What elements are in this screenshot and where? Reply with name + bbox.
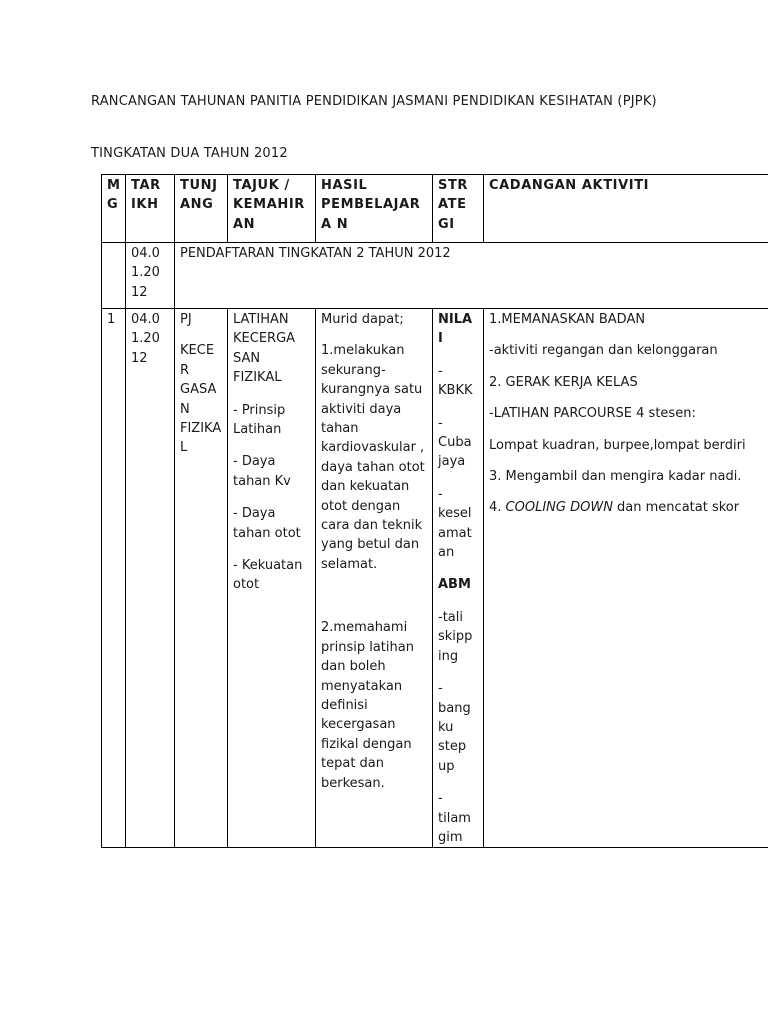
- header-strategi: STR ATE GI: [433, 175, 484, 243]
- week-1-date: 04.0 1.20 12: [126, 309, 175, 848]
- week-1-mg: 1: [102, 309, 126, 848]
- annual-plan-table: [101, 174, 768, 848]
- abm-item: - bang ku step up: [438, 681, 471, 774]
- abm-item: - tilam gim: [438, 791, 471, 845]
- activity-emphasis: COOLING DOWN: [505, 500, 613, 516]
- activity-line: [489, 498, 768, 517]
- activity-line: -aktiviti regangan dan kelonggaran: [489, 343, 718, 359]
- week-1-tunjang: [175, 309, 228, 848]
- abm-item: -tali skipp ing: [438, 609, 473, 664]
- table-header-row: [102, 175, 768, 243]
- header-mg: M G: [102, 175, 126, 243]
- nilai-item: - Cuba jaya: [438, 415, 472, 470]
- tajuk-line: - Kekuatan otot: [233, 558, 303, 593]
- document-subtitle: TINGKATAN DUA TAHUN 2012: [91, 146, 288, 161]
- registration-mg-cell: [102, 243, 126, 309]
- nilai-item: - KBKK: [438, 363, 473, 399]
- tajuk-line: - Daya tahan Kv: [233, 454, 291, 489]
- activity-line: 1.MEMANASKAN BADAN: [489, 312, 646, 327]
- hasil-line: 2.memahami prinsip latihan dan boleh menyatakan definisi kecergasan fizikal dengan tepat dan berkesan.: [321, 620, 414, 791]
- activity-text: dan mencatat skor: [612, 500, 740, 516]
- activity-line: Lompat kuadran, burpee,lompat berdiri: [489, 437, 746, 453]
- hasil-line: Murid dapat;: [321, 312, 404, 327]
- week-1-tajuk: [228, 309, 316, 848]
- week-1-cadangan: [484, 309, 768, 848]
- week-1-hasil: [316, 309, 433, 848]
- tajuk-line: - Daya tahan otot: [233, 506, 301, 541]
- activity-line: 3. Mengambil dan mengira kadar nadi.: [489, 469, 742, 485]
- header-hasil: HASIL PEMBELAJARA N: [316, 175, 433, 243]
- nilai-label: NILA I: [438, 312, 473, 347]
- week-1-strategi: [433, 309, 484, 848]
- tunjang-line: PJ: [180, 312, 192, 327]
- tajuk-line: LATIHAN KECERGA SAN FIZIKAL: [233, 312, 296, 386]
- activity-line: -LATIHAN PARCOURSE 4 stesen:: [489, 406, 696, 422]
- registration-text: PENDAFTARAN TINGKATAN 2 TAHUN 2012: [175, 243, 768, 309]
- tunjang-line: KECER GASAN FIZIKAL: [180, 343, 222, 456]
- header-cadangan: CADANGAN AKTIVITI: [484, 175, 768, 243]
- activity-number: 4.: [489, 500, 506, 516]
- activity-line: 2. GERAK KERJA KELAS: [489, 374, 638, 390]
- nilai-item: - kesel amat an: [438, 486, 472, 561]
- hasil-line: 1.melakukan sekurang-kurangnya satu aktiviti daya tahan kardiovaskular , daya tahan otot dan kekuatan otot dengan cara dan teknik yang betul dan selamat.: [321, 343, 425, 572]
- registration-date: 04.0 1.20 12: [126, 243, 175, 309]
- week-1-row: [102, 309, 768, 848]
- registration-row: [102, 243, 768, 309]
- abm-label: ABM: [438, 577, 471, 593]
- header-tajuk: TAJUK / KEMAHIR AN: [228, 175, 316, 243]
- tajuk-line: - Prinsip Latihan: [233, 402, 286, 438]
- header-tarikh: TAR IKH: [126, 175, 175, 243]
- document-title: RANCANGAN TAHUNAN PANITIA PENDIDIKAN JASMANI PENDIDIKAN KESIHATAN (PJPK): [91, 94, 657, 109]
- header-tunjang: TUNJ ANG: [175, 175, 228, 243]
